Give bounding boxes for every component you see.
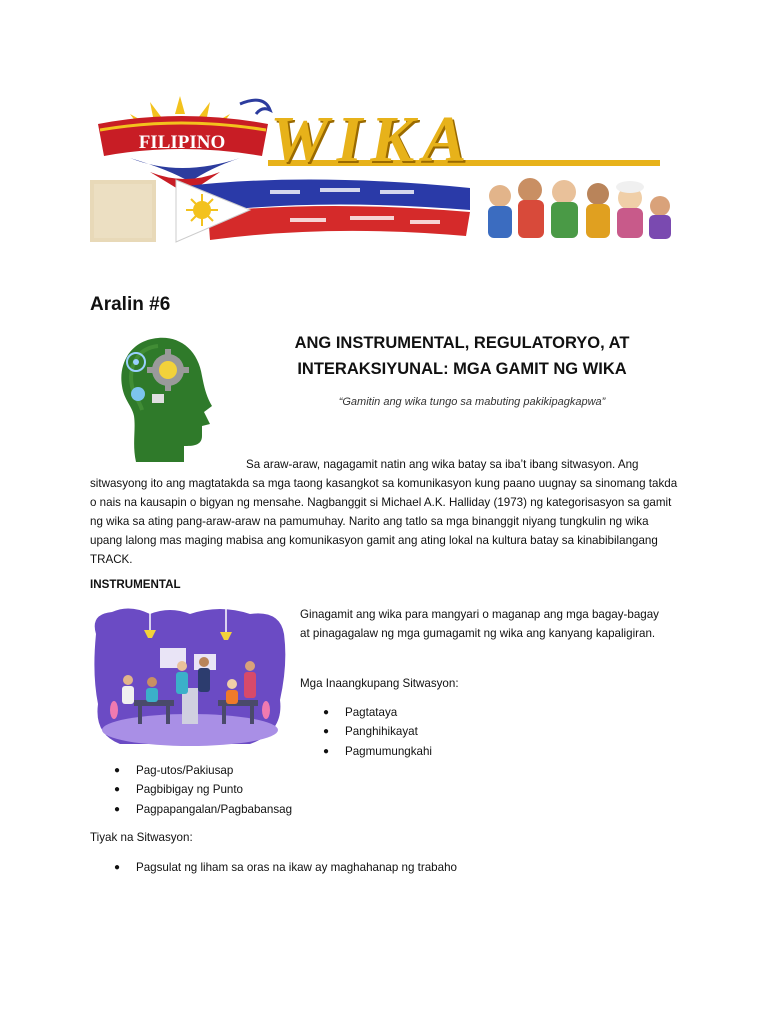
- filipino-logo-icon: [98, 96, 270, 194]
- bullet-icon: ●: [113, 803, 121, 815]
- bullet-icon: ●: [322, 707, 330, 718]
- intro-paragraph-first-line: Sa araw-araw, nagagamit natin ang wika batay sa iba’t ibang sitwasyon. Ang: [246, 458, 639, 471]
- list-item-label: Pagsulat ng liham sa oras na ikaw ay maghahanap ng trabaho: [136, 861, 457, 874]
- list-item: [110, 800, 292, 819]
- list-item-label: Pagtataya: [345, 706, 398, 719]
- page-title: [282, 330, 642, 382]
- list-item: [110, 780, 292, 799]
- list-item-label: Pagmumungkahi: [345, 744, 433, 758]
- office-team-icon: [90, 604, 288, 752]
- section-heading-instrumental: INSTRUMENTAL: [90, 578, 181, 591]
- specific-situation-label: Tiyak na Sitwasyon:: [90, 831, 193, 844]
- bullet-icon: ●: [113, 765, 121, 776]
- list-item-label: Pagpapangalan/Pagbabansag: [136, 802, 293, 816]
- specific-situation-list: [110, 858, 457, 877]
- title-line-1: ANG INSTRUMENTAL, REGULATORYO, AT: [294, 334, 630, 352]
- list-item: [110, 761, 292, 780]
- bullet-icon: ●: [113, 862, 121, 873]
- instrumental-description: Ginagamit ang wika para mangyari o maganap ang mga bagay-bagay at pinagagalaw ng mga gumagamit ng wika ang kanyang kapaligiran.: [300, 608, 659, 640]
- list-item-label: Pagbibigay ng Punto: [136, 783, 244, 797]
- title-line-2: INTERAKSIYUNAL: MGA GAMIT NG WIKA: [297, 360, 627, 378]
- people-group-icon: [478, 174, 678, 240]
- head-gears-icon: [118, 336, 228, 464]
- lesson-number-heading: Aralin #6: [90, 294, 171, 315]
- list-item: [319, 703, 432, 722]
- list-item: [319, 722, 432, 741]
- motto-quote: “Gamitin ang wika tungo sa mabuting pakikipagkapwa”: [338, 396, 606, 408]
- situations-list-left: [110, 761, 292, 819]
- list-item: [110, 858, 457, 877]
- banner-title: WIKA: [270, 103, 475, 176]
- bullet-icon: ●: [113, 784, 121, 796]
- situations-list-right: [319, 703, 432, 761]
- situations-label: Mga Inaangkupang Sitwasyon:: [300, 677, 459, 690]
- list-item-label: Pag-utos/Pakiusap: [136, 764, 234, 777]
- list-item-label: Panghihikayat: [345, 725, 418, 739]
- banner-logo-text: FILIPINO: [138, 132, 226, 153]
- intro-paragraph: sitwasyong ito ang magtatakda sa mga taong kasangkot sa komunikasyon kung paano uugnay sa sinomang takda o nais na kausapin o bigyan ng mensahe. Nagbanggit si Michael A.K. Halliday (1973) ng kategorisasyon sa gamit ng wika sa ating pang-araw-araw na pamumuhay. Narito ang tatlo sa mga binanggit niyang tungkulin ng wika upang lalong mas maging mabisa ang komunikasyon gamit ang ating lokal na kultura batay sa kinabibilangang TRACK.: [90, 477, 678, 566]
- philippine-flag-icon: [176, 179, 470, 242]
- list-item: [319, 742, 432, 761]
- bullet-icon: ●: [322, 726, 330, 738]
- bullet-icon: ●: [322, 745, 330, 757]
